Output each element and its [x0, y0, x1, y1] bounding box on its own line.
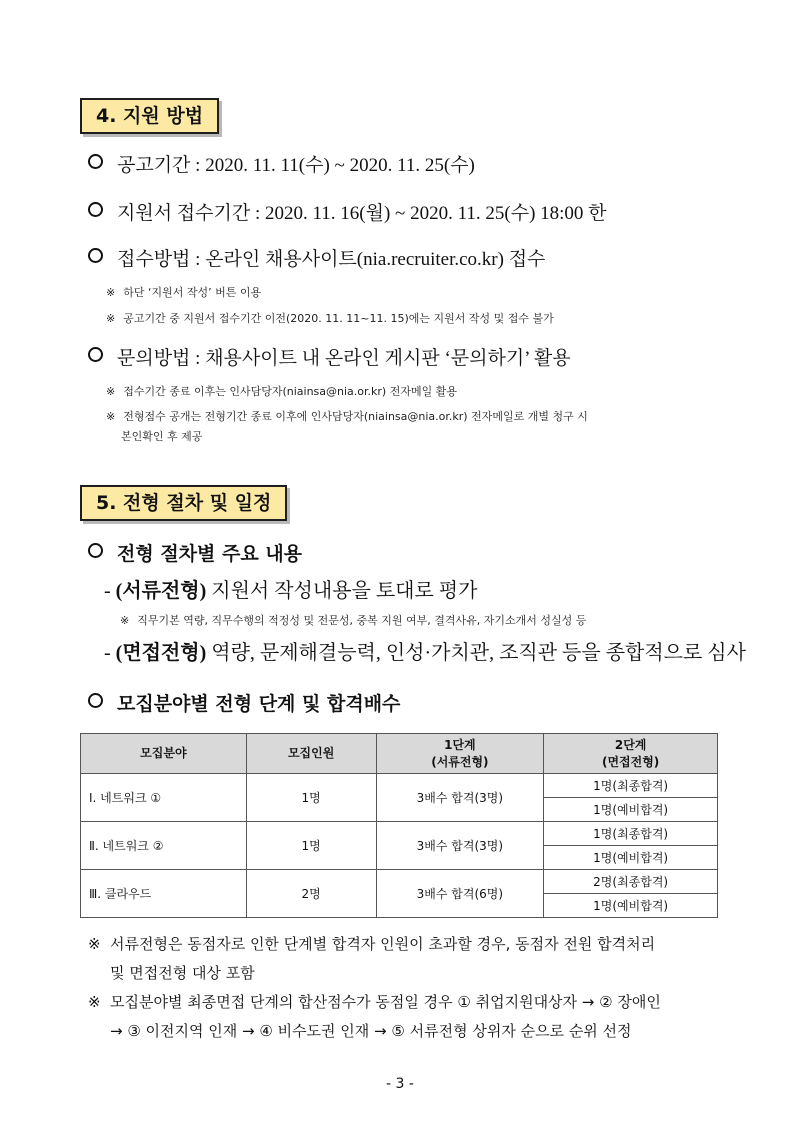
- section-4-title: 4. 지원 방법: [80, 98, 219, 134]
- note-doc-criteria: ※ 직무기본 역량, 직무수행의 적정성 및 전문성, 중복 지원 여부, 결격사유, 자기소개서 성실성 등: [120, 614, 587, 627]
- bullet-announcement-period: 공고기간 : 2020. 11. 11(수) ~ 2020. 11. 25(수): [88, 152, 475, 180]
- bullet-circle-icon: [88, 154, 103, 169]
- bullet-circle-icon: [88, 543, 103, 558]
- bullet-circle-icon: [88, 248, 103, 263]
- header-stage2: 2단계 (면접전형): [544, 734, 718, 774]
- table-row: [81, 822, 718, 846]
- bullet-application-period: 지원서 접수기간 : 2020. 11. 16(월) ~ 2020. 11. 25(수) 18:00 한: [88, 200, 607, 228]
- note-inquiry-email: ※ 접수기간 종료 이후는 인사담당자(niainsa@nia.or.kr) 전자메일 활용: [106, 385, 457, 398]
- table-header-row: [81, 734, 718, 774]
- selection-table: [80, 733, 718, 918]
- table-row: [81, 774, 718, 798]
- cell-field: Ⅲ. 클라우드: [81, 870, 247, 918]
- cell-count: 2명: [246, 870, 376, 918]
- cell-final: 1명(최종합격): [544, 822, 718, 846]
- cell-stage1: 3배수 합격(3명): [376, 774, 544, 822]
- header-stage1: 1단계 (서류전형): [376, 734, 544, 774]
- bullet-circle-icon: [88, 693, 103, 708]
- cell-count: 1명: [246, 774, 376, 822]
- page-number: - 3 -: [386, 1076, 414, 1092]
- cell-final: 2명(최종합격): [544, 870, 718, 894]
- cell-final: 1명(최종합격): [544, 774, 718, 798]
- bullet-inquiry-method: 문의방법 : 채용사이트 내 온라인 게시판 ‘문의하기’ 활용: [88, 345, 571, 373]
- cell-field: Ⅰ. 네트워크 ①: [81, 774, 247, 822]
- cell-reserve: 1명(예비합격): [544, 846, 718, 870]
- footnote-tie-final: ※ 모집분야별 최종면접 단계의 합산점수가 동점일 경우 ① 취업지원대상자 → ② 장애인 → ③ 이전지역 인재 → ④ 비수도권 인재 → ⑤ 서류전형 상위자 순으로 순위 선정: [88, 993, 661, 1040]
- cell-stage1: 3배수 합격(3명): [376, 822, 544, 870]
- cell-field: Ⅱ. 네트워크 ②: [81, 822, 247, 870]
- header-count: 모집인원: [246, 734, 376, 774]
- cell-reserve: 1명(예비합격): [544, 894, 718, 918]
- bullet-application-method: 접수방법 : 온라인 채용사이트(nia.recruiter.co.kr) 접수: [88, 246, 545, 274]
- note-score-disclosure-cont: 본인확인 후 제공: [121, 430, 203, 443]
- table-row: [81, 870, 718, 894]
- section-5-title: 5. 전형 절차 및 일정: [80, 485, 287, 521]
- bullet-circle-icon: [88, 347, 103, 362]
- bullet-procedure: 전형 절차별 주요 내용: [88, 540, 302, 568]
- cell-count: 1명: [246, 822, 376, 870]
- header-field: 모집분야: [81, 734, 247, 774]
- interview-line: - (면접전형) 역량, 문제해결능력, 인성·가치관, 조직관 등을 종합적으로 심사: [104, 642, 746, 664]
- note-score-disclosure: ※ 전형점수 공개는 전형기간 종료 이후에 인사담당자(niainsa@nia.or.kr) 전자메일로 개별 청구 시: [106, 410, 588, 423]
- note-button: ※ 하단 ‘지원서 작성’ 버튼 이용: [106, 286, 262, 299]
- bullet-circle-icon: [88, 202, 103, 217]
- note-restriction: ※ 공고기간 중 지원서 접수기간 이전(2020. 11. 11~11. 15)에는 지원서 작성 및 접수 불가: [106, 312, 554, 325]
- doc-screening-line: - (서류전형) 지원서 작성내용을 토대로 평가: [104, 580, 478, 602]
- bullet-stages: 모집분야별 전형 단계 및 합격배수: [88, 690, 400, 718]
- cell-reserve: 1명(예비합격): [544, 798, 718, 822]
- cell-stage1: 3배수 합격(6명): [376, 870, 544, 918]
- footnote-tie-doc: ※ 서류전형은 동점자로 인한 단계별 합격자 인원이 초과할 경우, 동점자 전원 합격처리 및 면접전형 대상 포함: [88, 935, 656, 982]
